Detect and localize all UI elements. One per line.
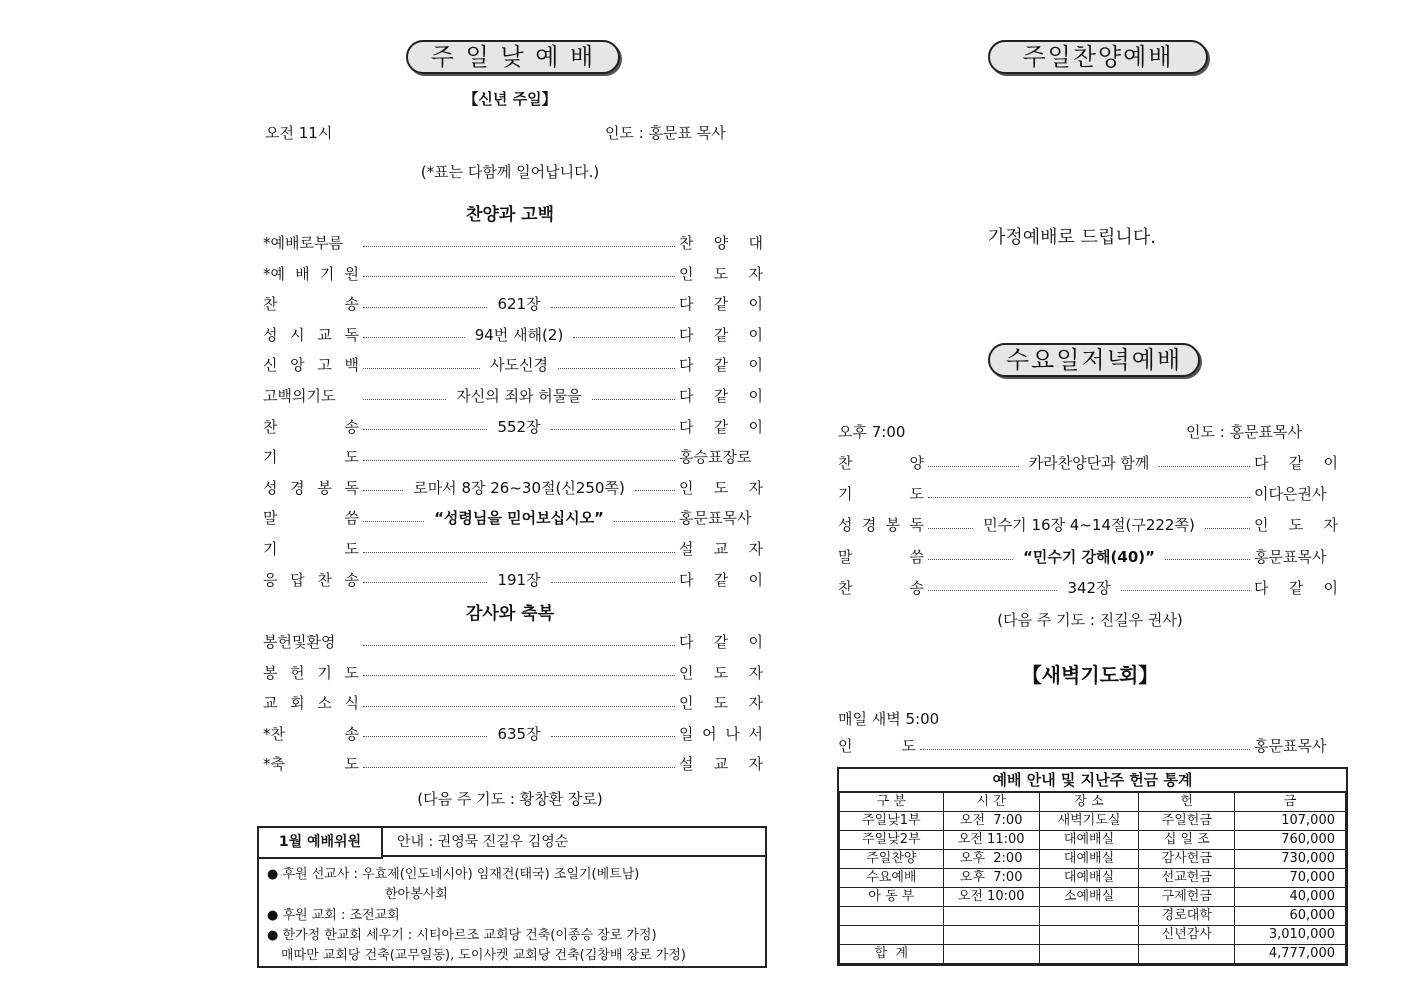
table-row xyxy=(840,850,1346,869)
stand-note: (*표는 다함께 일어납니다.) xyxy=(420,163,600,181)
stats-cell: 구제헌금 xyxy=(1139,888,1235,907)
order-responsible: 다 같 이 xyxy=(679,356,763,375)
home-worship: 가정예배로 드립니다. xyxy=(988,227,1156,248)
box-line-3: ● 후원 교회 : 조전교회 xyxy=(267,908,400,923)
stats-cell: 신년감사 xyxy=(1139,926,1235,945)
leader-dots xyxy=(928,466,1019,467)
order-label: *축 도 xyxy=(263,755,359,774)
stats-cell: 오전 11:00 xyxy=(943,831,1039,850)
box-line-4: ● 한가정 한교회 세우기 : 시티아르조 교회당 건축(이종승 장로 가정) xyxy=(267,928,657,943)
box-line-2: 한아봉사회 xyxy=(385,887,448,902)
leader-dots xyxy=(551,736,675,737)
dawn-time: 매일 새벽 5:00 xyxy=(838,710,940,728)
stats-cell: 소예배실 xyxy=(1039,888,1139,907)
stats-cell: 아 동 부 xyxy=(840,888,944,907)
order-row xyxy=(263,691,763,715)
order-row xyxy=(263,415,763,439)
order-row xyxy=(263,537,763,561)
stats-cell: 십 일 조 xyxy=(1139,831,1235,850)
leader-dots xyxy=(928,559,1013,560)
order-detail: “성령님을 믿어보십시오” xyxy=(434,509,604,528)
stats-cell: 합 계 xyxy=(840,945,944,964)
order-label: 찬 송 xyxy=(838,578,924,597)
table-row xyxy=(840,945,1346,964)
order-responsible: 다 같 이 xyxy=(679,387,763,405)
leader-dots xyxy=(1121,590,1250,591)
stats-cell: 주일낮2부 xyxy=(840,831,944,850)
section-praise-confession: 찬양과 고백 xyxy=(465,205,555,225)
table-row xyxy=(840,831,1346,850)
box-head-right: 안내 : 권영묵 진길우 김영순 xyxy=(383,828,765,857)
stats-cell: 감사헌금 xyxy=(1139,850,1235,869)
leader-dots xyxy=(928,497,1250,498)
stats-cell: 선교헌금 xyxy=(1139,869,1235,888)
order-label: 신 앙 고 백 xyxy=(263,356,359,375)
stats-cell xyxy=(840,907,944,926)
table-row xyxy=(840,869,1346,888)
stats-grid xyxy=(839,792,1346,964)
leader-dots xyxy=(363,490,403,491)
box-head-left: 1월 예배위원 xyxy=(259,828,383,859)
stats-cell xyxy=(1039,926,1139,945)
leader-dots xyxy=(614,521,675,522)
leader-dots xyxy=(363,460,675,461)
dawn-row xyxy=(838,734,1338,758)
stats-cell: 3,010,000 xyxy=(1235,926,1346,945)
order-row xyxy=(838,576,1338,600)
dawn-dots xyxy=(920,749,1250,750)
stats-cell: 주일헌금 xyxy=(1139,812,1235,831)
leader-dots xyxy=(928,528,973,529)
order-label: 교 회 소 식 xyxy=(263,694,359,713)
order-detail: 342장 xyxy=(1067,578,1111,597)
leader-dots xyxy=(363,706,675,707)
leader-dots xyxy=(928,590,1057,591)
order-responsible: 일 어 나 서 xyxy=(679,724,763,743)
order-row xyxy=(838,482,1338,506)
stats-cell: 60,000 xyxy=(1235,907,1346,926)
leader-dots xyxy=(363,368,480,369)
order-row xyxy=(263,661,763,685)
leader-dots xyxy=(363,337,465,338)
left-next-prayer: (다음 주 기도 : 황창환 장로) xyxy=(417,790,603,808)
stats-cell: 70,000 xyxy=(1235,869,1346,888)
order-label: 기 도 xyxy=(838,485,924,504)
order-detail: 로마서 8장 26~30절(신250쪽) xyxy=(413,478,625,497)
stats-cell: 오후 7:00 xyxy=(943,869,1039,888)
stats-header-row xyxy=(840,793,1346,812)
stats-cell xyxy=(1139,945,1235,964)
order-row xyxy=(263,353,763,377)
stats-title: 예배 안내 및 지난주 헌금 통계 xyxy=(839,769,1346,792)
order-responsible: 인 도 자 xyxy=(679,694,763,713)
order-row xyxy=(838,513,1338,537)
leader-dots xyxy=(551,582,675,583)
leader-dots xyxy=(551,307,675,308)
stats-cell: 대예배실 xyxy=(1039,850,1139,869)
leader-dots xyxy=(363,552,675,553)
order-label: 말 씀 xyxy=(838,547,924,566)
order-responsible: 다 같 이 xyxy=(679,417,763,436)
leader-dots xyxy=(363,582,487,583)
order-row xyxy=(263,292,763,316)
leader-dots xyxy=(363,276,675,277)
stats-cell: 40,000 xyxy=(1235,888,1346,907)
order-responsible: 다 같 이 xyxy=(1254,454,1339,472)
stats-header-cell: 헌 xyxy=(1139,793,1235,812)
order-detail: 635장 xyxy=(497,724,541,743)
order-detail: 카라찬양단과 함께 xyxy=(1028,454,1150,472)
order-row xyxy=(263,722,763,746)
leader-dots xyxy=(551,429,675,430)
order-row xyxy=(263,262,763,286)
order-detail: 민수기 16장 4~14절(구222쪽) xyxy=(983,516,1195,535)
order-row xyxy=(263,506,763,530)
order-label: 기 도 xyxy=(263,448,359,467)
order-row xyxy=(263,323,763,347)
leader-dots xyxy=(363,675,675,676)
stats-cell: 107,000 xyxy=(1235,812,1346,831)
dawn-leader: 홍문표목사 xyxy=(1254,737,1327,755)
stats-cell: 오전 7:00 xyxy=(943,812,1039,831)
order-row xyxy=(263,445,763,469)
order-row xyxy=(263,568,763,592)
order-label: *예배로부름 xyxy=(263,234,343,252)
stats-header-cell: 장 소 xyxy=(1039,793,1139,812)
order-label: 봉헌및환영 xyxy=(263,633,336,651)
leader-dots xyxy=(558,368,675,369)
stats-cell: 대예배실 xyxy=(1039,831,1139,850)
stats-header-cell: 금 xyxy=(1235,793,1346,812)
wed-time: 오후 7:00 xyxy=(838,423,906,441)
table-row xyxy=(840,812,1346,831)
order-responsible: 홍문표목사 xyxy=(1254,547,1327,566)
leader-dots xyxy=(573,337,675,338)
service-leader: 인도 : 홍문표 목사 xyxy=(605,124,726,142)
stats-cell: 수요예배 xyxy=(840,869,944,888)
order-responsible: 인 도 자 xyxy=(679,663,763,682)
order-responsible: 인 도 자 xyxy=(679,478,763,497)
leader-dots xyxy=(363,521,424,522)
order-label: 기 도 xyxy=(263,540,359,558)
order-row xyxy=(263,231,763,255)
stats-cell xyxy=(943,945,1039,964)
order-row xyxy=(263,476,763,500)
order-detail: 552장 xyxy=(497,417,541,436)
leader-dots xyxy=(363,246,675,247)
right-next-prayer: (다음 주 기도 : 진길우 권사) xyxy=(997,611,1183,629)
order-label: 찬 송 xyxy=(263,417,359,436)
stats-cell: 오후 2:00 xyxy=(943,850,1039,869)
stats-cell: 760,000 xyxy=(1235,831,1346,850)
order-row xyxy=(838,545,1338,569)
stats-cell xyxy=(943,926,1039,945)
leader-dots xyxy=(363,736,487,737)
order-responsible: 다 같 이 xyxy=(679,295,763,314)
stats-cell xyxy=(1039,907,1139,926)
leader-dots xyxy=(1165,559,1250,560)
box-line-5: 매따만 교회당 건축(교무일동), 도이사켓 교회당 건축(김창배 장로 가정) xyxy=(281,948,686,963)
order-responsible: 홍승표장로 xyxy=(679,448,752,467)
order-label: 성 시 교 독 xyxy=(263,325,359,344)
stats-cell: 경로대학 xyxy=(1139,907,1235,926)
dawn-title: 【새벽기도회】 xyxy=(1021,663,1159,687)
order-detail: 94번 새해(2) xyxy=(474,325,564,344)
left-subtitle: 【신년 주일】 xyxy=(463,90,557,108)
order-detail: 191장 xyxy=(497,570,541,589)
leader-dots xyxy=(592,399,675,400)
order-label: 성 경 봉 독 xyxy=(263,478,359,497)
leader-dots xyxy=(363,645,675,646)
table-row xyxy=(840,926,1346,945)
stats-cell: 주일낮1부 xyxy=(840,812,944,831)
section-thanks-blessing: 감사와 축복 xyxy=(465,604,555,624)
right-title-2: 수요일저녁예배 xyxy=(988,343,1200,377)
order-label: 말 씀 xyxy=(263,509,359,528)
order-label: *예 배 기 원 xyxy=(263,264,359,283)
stats-cell: 새벽기도실 xyxy=(1039,812,1139,831)
order-detail: 사도신경 xyxy=(490,356,548,375)
order-responsible: 다 같 이 xyxy=(1254,578,1338,597)
order-detail: 자신의 죄와 허물을 xyxy=(456,387,582,405)
order-responsible: 다 같 이 xyxy=(679,633,763,651)
leader-dots xyxy=(1205,528,1250,529)
leader-dots xyxy=(363,399,446,400)
order-detail: “민수기 강해(40)” xyxy=(1023,547,1155,566)
order-label: 봉 헌 기 도 xyxy=(263,663,359,682)
order-responsible: 인 도 자 xyxy=(1254,516,1338,535)
order-label: 찬 송 xyxy=(263,295,359,314)
leader-dots xyxy=(635,490,675,491)
order-responsible: 다 같 이 xyxy=(679,325,764,344)
order-responsible: 설 교 자 xyxy=(679,540,763,558)
stats-cell: 730,000 xyxy=(1235,850,1346,869)
stats-cell xyxy=(840,926,944,945)
table-row xyxy=(840,907,1346,926)
order-responsible: 다 같 이 xyxy=(679,570,763,589)
order-label: 성 경 봉 독 xyxy=(838,516,924,535)
order-label: 고백의기도 xyxy=(263,387,336,405)
left-title: 주 일 낮 예 배 xyxy=(406,40,620,74)
order-label: 응 답 찬 송 xyxy=(263,570,359,589)
order-responsible: 인 도 자 xyxy=(679,264,763,283)
dawn-label: 인 도 xyxy=(838,737,916,755)
leader-dots xyxy=(363,767,675,768)
order-responsible: 찬 양 대 xyxy=(679,234,763,252)
right-title-1: 주일찬양예배 xyxy=(988,40,1208,74)
leader-dots xyxy=(363,307,487,308)
order-row xyxy=(263,752,763,776)
stats-cell: 4,777,000 xyxy=(1235,945,1346,964)
table-row xyxy=(840,888,1346,907)
stats-table xyxy=(837,767,1348,966)
leader-dots xyxy=(1159,466,1250,467)
order-detail: 621장 xyxy=(497,295,541,314)
stats-header-cell: 구 분 xyxy=(840,793,944,812)
stats-cell: 대예배실 xyxy=(1039,869,1139,888)
leader-dots xyxy=(363,429,487,430)
order-row xyxy=(263,384,763,408)
order-row xyxy=(838,451,1338,475)
service-time: 오전 11시 xyxy=(265,124,333,142)
wed-leader: 인도 : 홍문표목사 xyxy=(1186,423,1303,441)
order-label: 찬 양 xyxy=(838,454,924,472)
order-responsible: 이다은권사 xyxy=(1254,485,1327,504)
notice-box xyxy=(257,826,767,968)
order-responsible: 설 교 자 xyxy=(679,755,763,774)
stats-cell xyxy=(1039,945,1139,964)
order-responsible: 홍문표목사 xyxy=(679,509,752,528)
stats-cell xyxy=(943,907,1039,926)
stats-cell: 오전 10:00 xyxy=(943,888,1039,907)
box-line-1: ● 후원 선교사 : 우효제(인도네시아) 임재건(태국) 조일기(베트남) xyxy=(267,867,640,882)
stats-cell: 주일찬양 xyxy=(840,850,944,869)
order-label: *찬 송 xyxy=(263,724,359,743)
order-row xyxy=(263,630,763,654)
stats-header-cell: 시 간 xyxy=(943,793,1039,812)
